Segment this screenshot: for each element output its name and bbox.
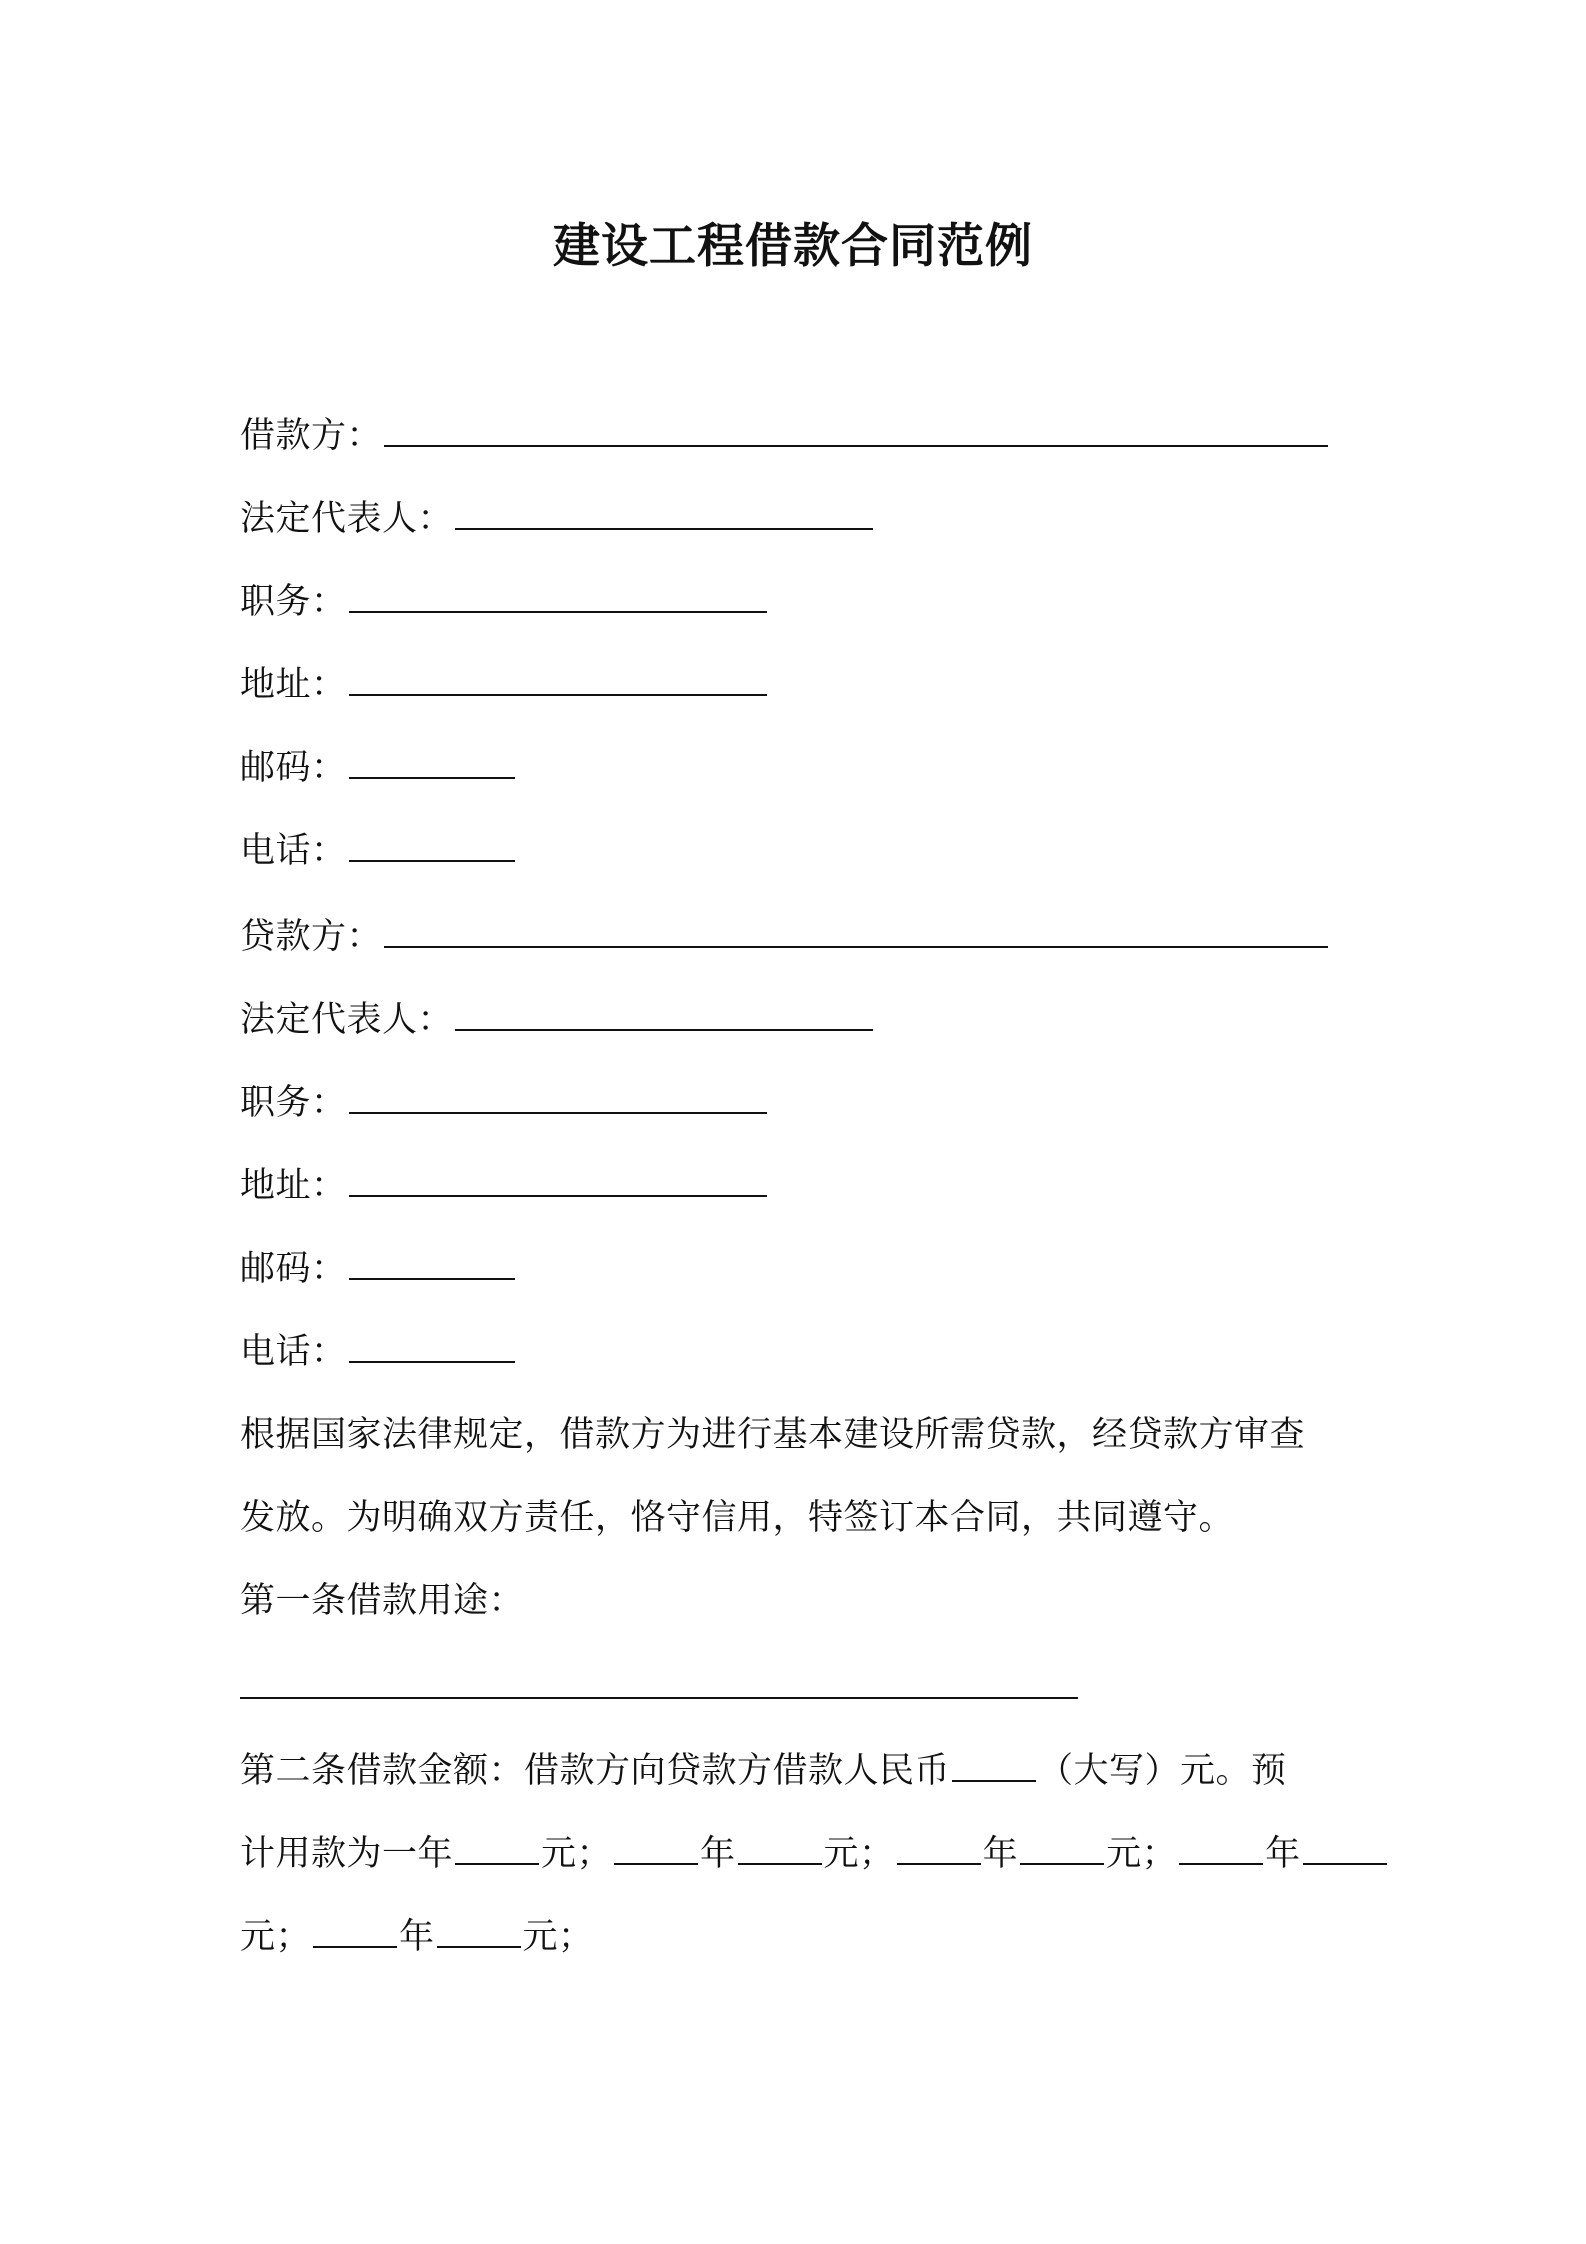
schedule-yuan-4: 元； [240, 1917, 312, 1957]
schedule-year-blank-2[interactable] [614, 1833, 698, 1865]
preamble-line-2: 发放。为明确双方责任，恪守信用，特签订本合同，共同遵守。 [240, 1498, 1235, 1538]
preamble-line-1: 根据国家法律规定，借款方为进行基本建设所需贷款，经贷款方审查 [240, 1415, 1306, 1455]
schedule-intro: 计用款为一年 [240, 1834, 454, 1874]
lender-rep-label: 法定代表人： [240, 1000, 454, 1040]
schedule-amount-blank-2[interactable] [738, 1833, 822, 1865]
lender-name-blank[interactable] [384, 916, 1328, 948]
borrower-postcode-line [240, 743, 517, 793]
lender-position-line [240, 1078, 769, 1128]
lender-position-label: 职务： [240, 1083, 347, 1123]
schedule-yuan-1: 元； [541, 1834, 613, 1874]
borrower-rep-line [240, 494, 875, 544]
lender-address-label: 地址： [240, 1166, 347, 1206]
lender-rep-blank[interactable] [455, 999, 873, 1031]
loan-purpose-blank[interactable] [240, 1667, 1078, 1699]
schedule-year-label-3: 年 [982, 1834, 1019, 1874]
borrower-rep-blank[interactable] [455, 498, 873, 530]
article1-purpose-line [240, 1663, 1080, 1713]
document-title: 建设工程借款合同范例 [553, 219, 1033, 274]
schedule-year-label-2: 年 [700, 1834, 736, 1874]
borrower-postcode-label: 邮码： [240, 748, 347, 788]
schedule-year-blank-3[interactable] [897, 1833, 981, 1865]
borrower-address-label: 地址： [240, 665, 347, 705]
article2-line-2 [240, 1829, 1389, 1879]
schedule-year-blank-4[interactable] [1179, 1833, 1263, 1865]
borrower-position-label: 职务： [240, 582, 347, 622]
borrower-name-blank[interactable] [384, 415, 1328, 447]
article2-amount-text: 第二条借款金额：借款方向贷款方借款人民币 [240, 1751, 951, 1791]
loan-amount-blank[interactable] [952, 1750, 1036, 1782]
lender-phone-blank[interactable] [349, 1331, 515, 1363]
lender-postcode-line [240, 1244, 517, 1294]
lender-party-line [240, 912, 1330, 962]
borrower-position-line [240, 577, 769, 627]
schedule-yuan-5: 元； [522, 1917, 594, 1957]
borrower-phone-blank[interactable] [349, 830, 515, 862]
borrower-party-line [240, 411, 1330, 461]
schedule-year-label-5: 年 [399, 1917, 435, 1957]
article2-line-1 [240, 1746, 1287, 1796]
lender-party-label: 贷款方： [240, 917, 383, 957]
schedule-amount-blank-1[interactable] [455, 1833, 539, 1865]
lender-address-blank[interactable] [349, 1165, 767, 1197]
borrower-phone-line [240, 826, 517, 876]
borrower-address-blank[interactable] [349, 664, 767, 696]
lender-rep-line [240, 995, 875, 1045]
schedule-yuan-2: 元； [823, 1834, 895, 1874]
borrower-postcode-blank[interactable] [349, 747, 515, 779]
borrower-address-line [240, 660, 769, 710]
schedule-amount-blank-4[interactable] [1303, 1833, 1387, 1865]
lender-phone-line [240, 1327, 517, 1377]
lender-postcode-blank[interactable] [349, 1248, 515, 1280]
lender-address-line [240, 1161, 769, 1211]
borrower-phone-label: 电话： [240, 831, 347, 871]
article2-amount-suffix: （大写）元。预 [1038, 1751, 1287, 1791]
borrower-party-label: 借款方： [240, 416, 383, 456]
lender-phone-label: 电话： [240, 1332, 347, 1372]
article1-heading: 第一条借款用途： [240, 1581, 525, 1621]
borrower-position-blank[interactable] [349, 581, 767, 613]
lender-postcode-label: 邮码： [240, 1249, 347, 1289]
borrower-rep-label: 法定代表人： [240, 499, 454, 539]
schedule-yuan-3: 元； [1106, 1834, 1178, 1874]
schedule-year-label-4: 年 [1265, 1834, 1301, 1874]
lender-position-blank[interactable] [349, 1082, 767, 1114]
schedule-amount-blank-3[interactable] [1020, 1833, 1104, 1865]
schedule-year-blank-5[interactable] [313, 1916, 397, 1948]
article2-line-3 [240, 1912, 594, 1962]
schedule-amount-blank-5[interactable] [437, 1916, 521, 1948]
